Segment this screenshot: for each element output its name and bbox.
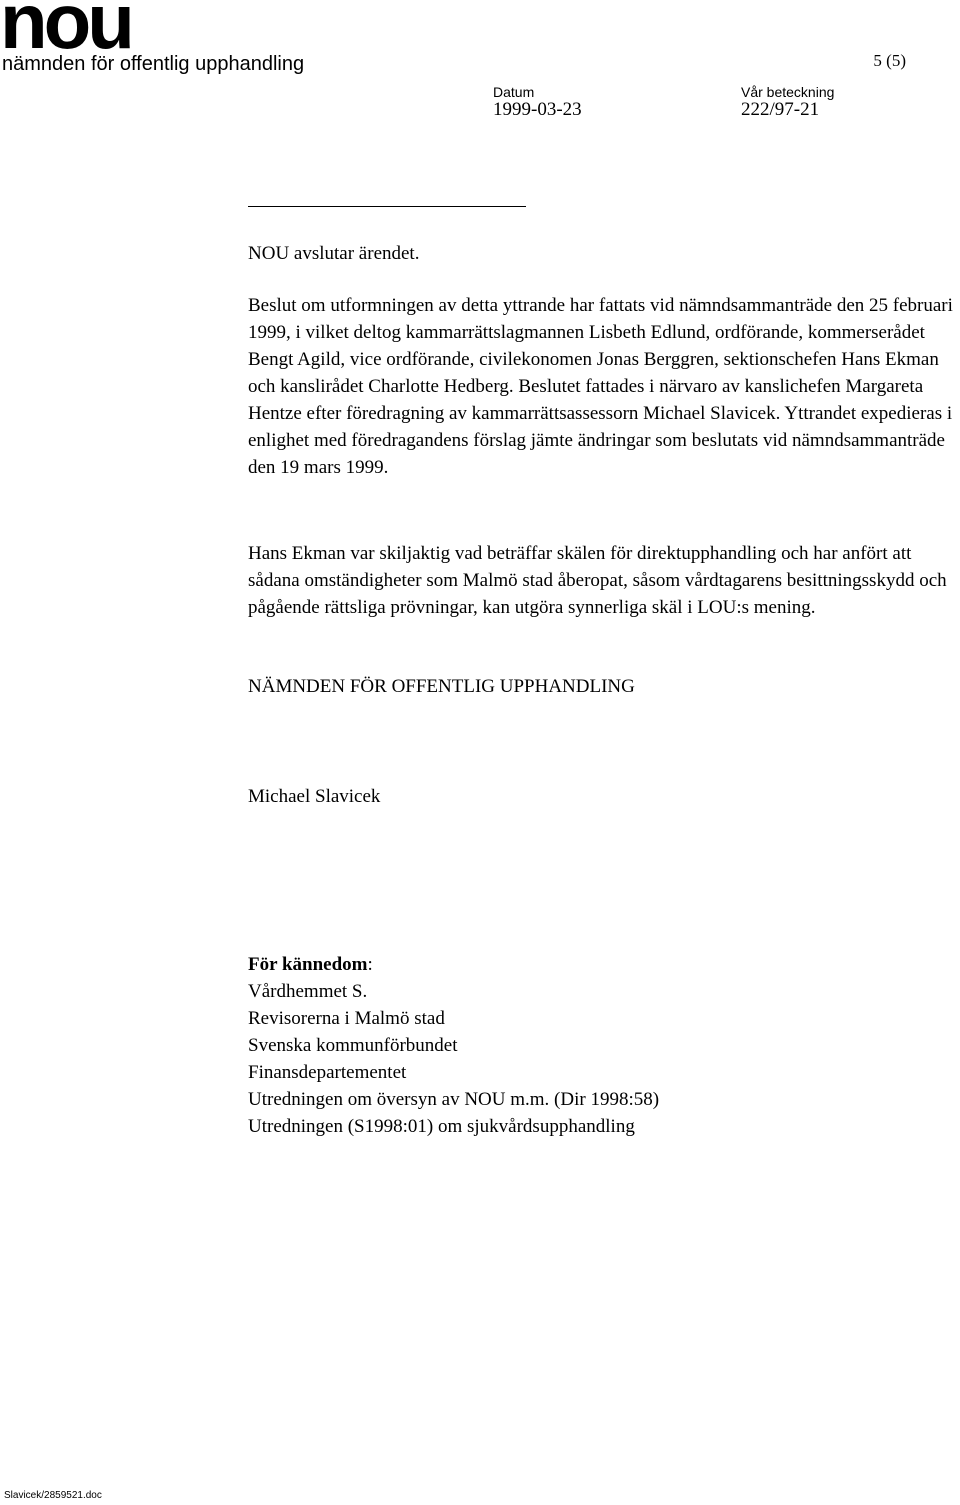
- paragraph-decision: Beslut om utformningen av detta yttrande har fattats vid nämndsammanträde den 25 februari 1999, i vilket deltog kammarrättslagmannen Lisbeth Edlund, ordförande, kommerserådet Bengt Agild, vice ordförande, civilekonomen Jonas Berggren, sektionschefen Hans Ekman och kanslirådet Charlotte Hedberg. Beslutet fattades i närvaro av kanslichefen Margareta Hentze efter föredragning av kammarrättsassessorn Michael Slavicek. Yttrandet expedieras i enlighet med föredragandens förslag jämte ändringar som beslutats vid nämndsammanträde den 19 mars 1999.: [248, 295, 953, 478]
- logo-mark: nou: [0, 0, 131, 65]
- logo-tagline: nämnden för offentlig upphandling: [2, 53, 305, 75]
- decision-paragraph: [248, 292, 960, 481]
- paragraph-dissent: Hans Ekman var skiljaktig vad beträffar skälen för direktupphandling och har anfört att sådana omständigheter som Malmö stad åberopat, såsom vårdtagarens besittningsskydd och pågående rättsliga prövningar, kan utgöra synnerliga skäl i LOU:s mening.: [248, 543, 947, 618]
- date-label: Datum: [493, 84, 535, 100]
- distribution-item: Vårdhemmet S.: [248, 981, 368, 1002]
- distribution-item: Finansdepartementet: [248, 1062, 407, 1083]
- closing-statement: [248, 240, 960, 267]
- nou-logo: [0, 0, 305, 82]
- divider-line: [248, 206, 526, 207]
- reference-value: 222/97-21: [741, 99, 820, 120]
- page-number: 5 (5): [873, 51, 906, 70]
- dissent-paragraph: [248, 540, 960, 621]
- paragraph-closing: NOU avslutar ärendet.: [248, 243, 420, 264]
- distribution-item: Revisorerna i Malmö stad: [248, 1008, 445, 1029]
- signer-name: Michael Slavicek: [248, 786, 381, 807]
- date-value: 1999-03-23: [493, 99, 582, 120]
- distribution-item: Svenska kommunförbundet: [248, 1035, 458, 1056]
- distribution-heading: [248, 951, 659, 978]
- distribution-heading-text: För kännedom: [248, 954, 368, 975]
- footer-filename: Slavicek/2859521.doc: [4, 1490, 102, 1501]
- distribution-item: Utredningen om översyn av NOU m.m. (Dir 1998:58): [248, 1089, 660, 1110]
- distribution-block: [248, 951, 659, 1140]
- distribution-heading-colon: :: [367, 954, 373, 975]
- distribution-item: Utredningen (S1998:01) om sjukvårdsupphandling: [248, 1116, 635, 1137]
- reference-label: Vår beteckning: [741, 84, 835, 100]
- distribution-list: [248, 978, 659, 1140]
- signature-organization: NÄMNDEN FÖR OFFENTLIG UPPHANDLING: [248, 676, 635, 697]
